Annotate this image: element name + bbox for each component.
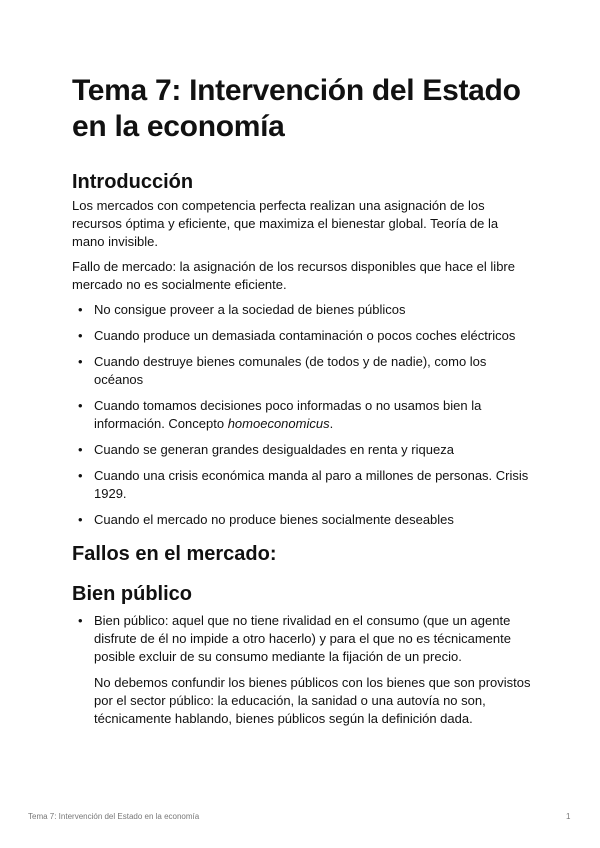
bullet-icon: •: [78, 468, 83, 483]
list-item: • Cuando el mercado no produce bienes socialmente deseables: [78, 512, 454, 527]
italic-term: homoeconomicus: [227, 416, 330, 431]
intro-paragraph-2-block: [72, 258, 532, 294]
section-heading-bien-publico: Bien público: [72, 583, 192, 605]
intro-paragraph-1-block: [72, 197, 532, 251]
list-item: • Cuando una crisis económica manda al paro a millones de personas. Crisis 1929.: [78, 468, 529, 501]
list-item: • Bien público: aquel que no tiene rivalidad en el consumo (que un agente disfrute de él no impide a otro hacerlo) y para el que no es técnicamente posible excluir de su consumo mediante la fijación de un precio. No debemos confundir los bienes públicos con los bienes que son provistos por el sector público: la educación, la sanidad o una autovía no son, técnicamente hablando, bienes públicos según la definición dada.: [78, 613, 531, 726]
list-item: • Cuando destruye bienes comunales (de todos y de nadie), como los océanos: [78, 354, 487, 387]
section-heading-fallos: Fallos en el mercado:: [72, 543, 277, 565]
footer-title: Tema 7: Intervención del Estado en la economía: [28, 812, 200, 821]
bullet-icon: •: [78, 328, 83, 343]
list-item: • Cuando produce un demasiada contaminación o pocos coches eléctricos: [78, 328, 516, 343]
bullet-icon: •: [78, 512, 83, 527]
bullet-icon: •: [78, 354, 83, 369]
intro-paragraph-1: Los mercados con competencia perfecta realizan una asignación de los recursos óptima y eficiente, que maximiza el bienestar global. Teoría de la mano invisible.: [72, 198, 499, 249]
intro-paragraph-2: Fallo de mercado: la asignación de los recursos disponibles que hace el libre mercado no es socialmente eficiente.: [72, 259, 515, 292]
footer-page-number: 1: [566, 812, 571, 821]
bien-publico-list: [72, 612, 532, 728]
market-failure-list: [72, 301, 532, 529]
bien-publico-note: No debemos confundir los bienes públicos con los bienes que son provistos por el sector público: la educación, la sanidad o una autovía no son, técnicamente hablando, bienes públicos según la definición dada.: [94, 675, 531, 726]
bullet-icon: •: [78, 398, 83, 413]
page-title: Tema 7: Intervención del Estado en la economía: [72, 74, 521, 143]
section-heading-introduccion: Introducción: [72, 171, 194, 193]
bullet-icon: •: [78, 302, 83, 317]
list-item: • Cuando se generan grandes desigualdades en renta y riqueza: [78, 442, 454, 457]
bullet-icon: •: [78, 613, 83, 628]
bullet-icon: •: [78, 442, 83, 457]
list-item: • No consigue proveer a la sociedad de bienes públicos: [78, 302, 406, 317]
list-item: • Cuando tomamos decisiones poco informadas o no usamos bien la información. Concepto homoeconomicus.: [78, 398, 482, 431]
